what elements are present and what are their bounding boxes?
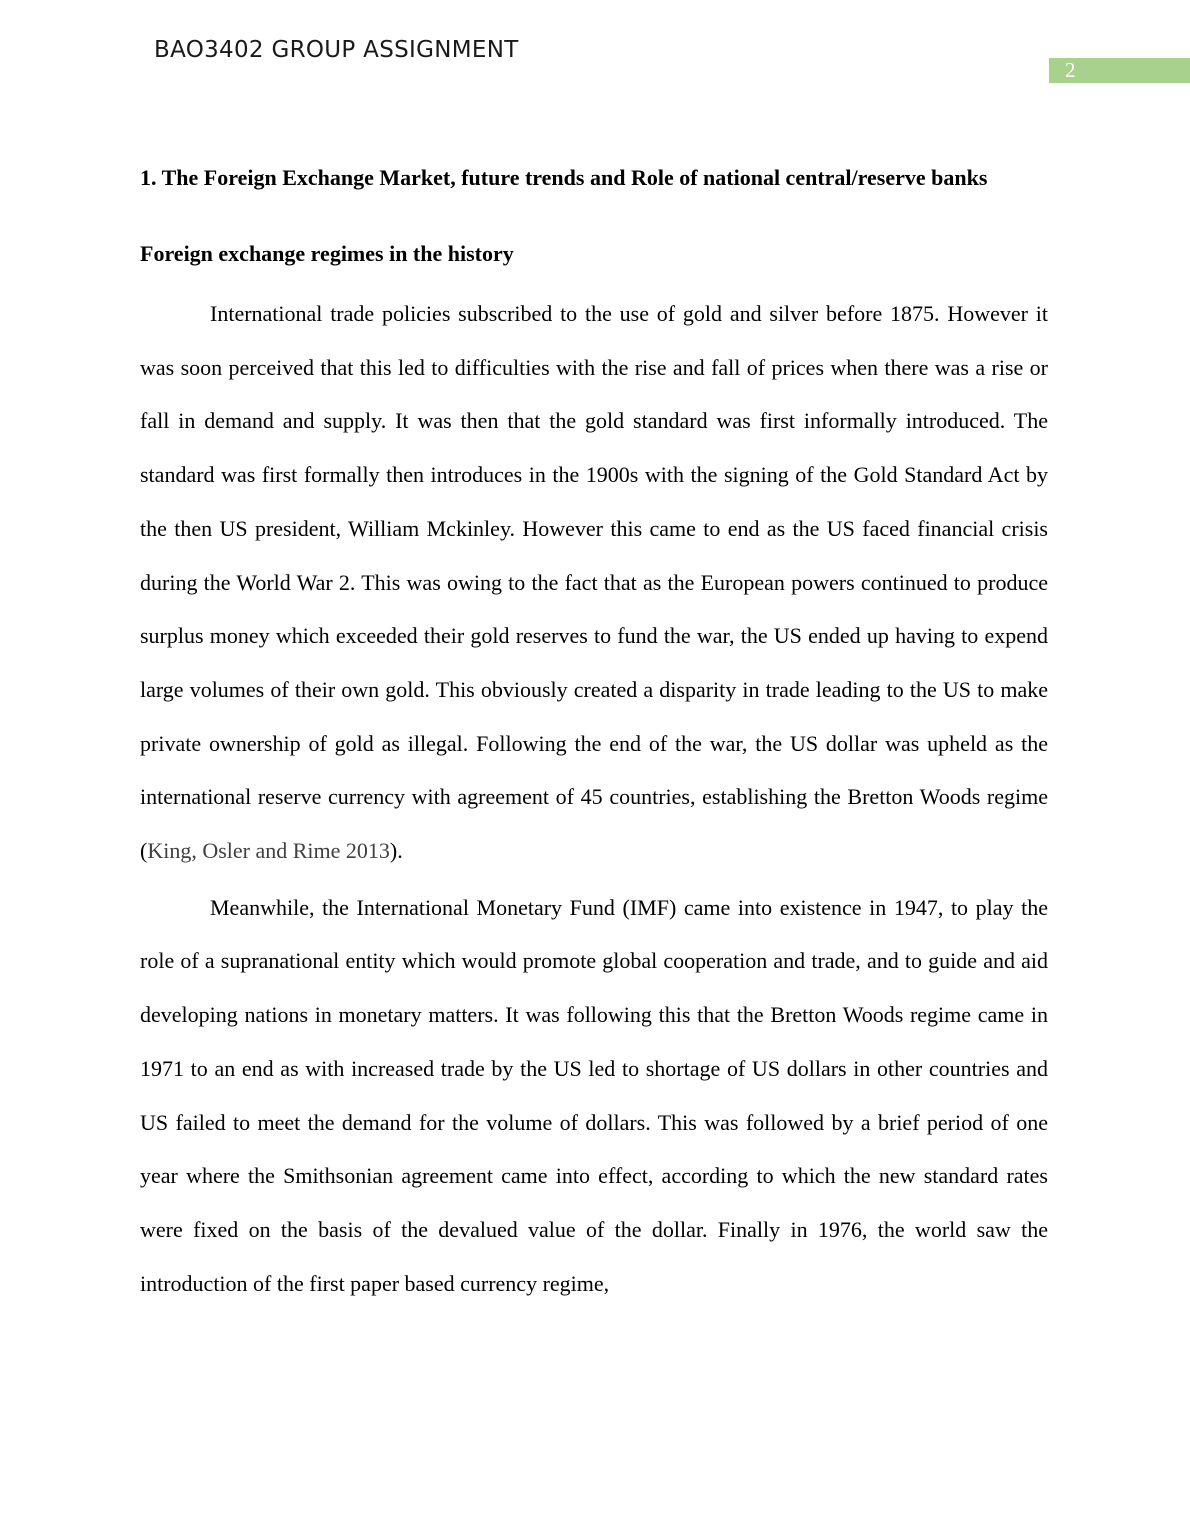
header-title: BAO3402 GROUP ASSIGNMENT (154, 37, 519, 63)
paragraph-1-text: International trade policies subscribed to the use of gold and silver before 1875. However it was soon perceived that this led to difficulties with the rise and fall of prices when there was a rise or fall in demand and supply. It was then that the gold standard was first informally introduced. The standard was first formally then introduces in the 1900s with the signing of the Gold Standard Act by the then US president, William Mckinley. However this came to end as the US faced financial crisis during the World War 2. This was owing to the fact that as the European powers continued to produce surplus money which exceeded their gold reserves to fund the war, the US ended up having to expend large volumes of their own gold. This obviously created a disparity in trade leading to the US to make private ownership of gold as illegal. Following the end of the war, the US dollar was upheld as the international reserve currency with agreement of 45 countries, establishing the Bretton Woods regime ( (140, 301, 1048, 864)
page-number-box (1049, 58, 1190, 83)
paragraph-2: Meanwhile, the International Monetary Fund (IMF) came into existence in 1947, to play the role of a supranational entity which would promote global cooperation and trade, and to guide and aid developing nations in monetary matters. It was following this that the Bretton Woods regime came in 1971 to an end as with increased trade by the US led to shortage of US dollars in other countries and US failed to meet the demand for the volume of dollars. This was followed by a brief period of one year where the Smithsonian agreement came into effect, according to which the new standard rates were fixed on the basis of the devalued value of the dollar. Finally in 1976, the world saw the introduction of the first paper based currency regime, (140, 894, 1048, 1296)
section-heading: 1. The Foreign Exchange Market, future trends and Role of national central/reserve banks (140, 165, 988, 190)
citation: King, Osler and Rime 2013 (147, 838, 390, 864)
page-number: 2 (1065, 58, 1076, 82)
paragraph-1 (140, 287, 1048, 878)
paragraph-1-closing: ). (389, 838, 403, 864)
sub-heading: Foreign exchange regimes in the history (140, 241, 514, 266)
document-body (140, 160, 1048, 1310)
